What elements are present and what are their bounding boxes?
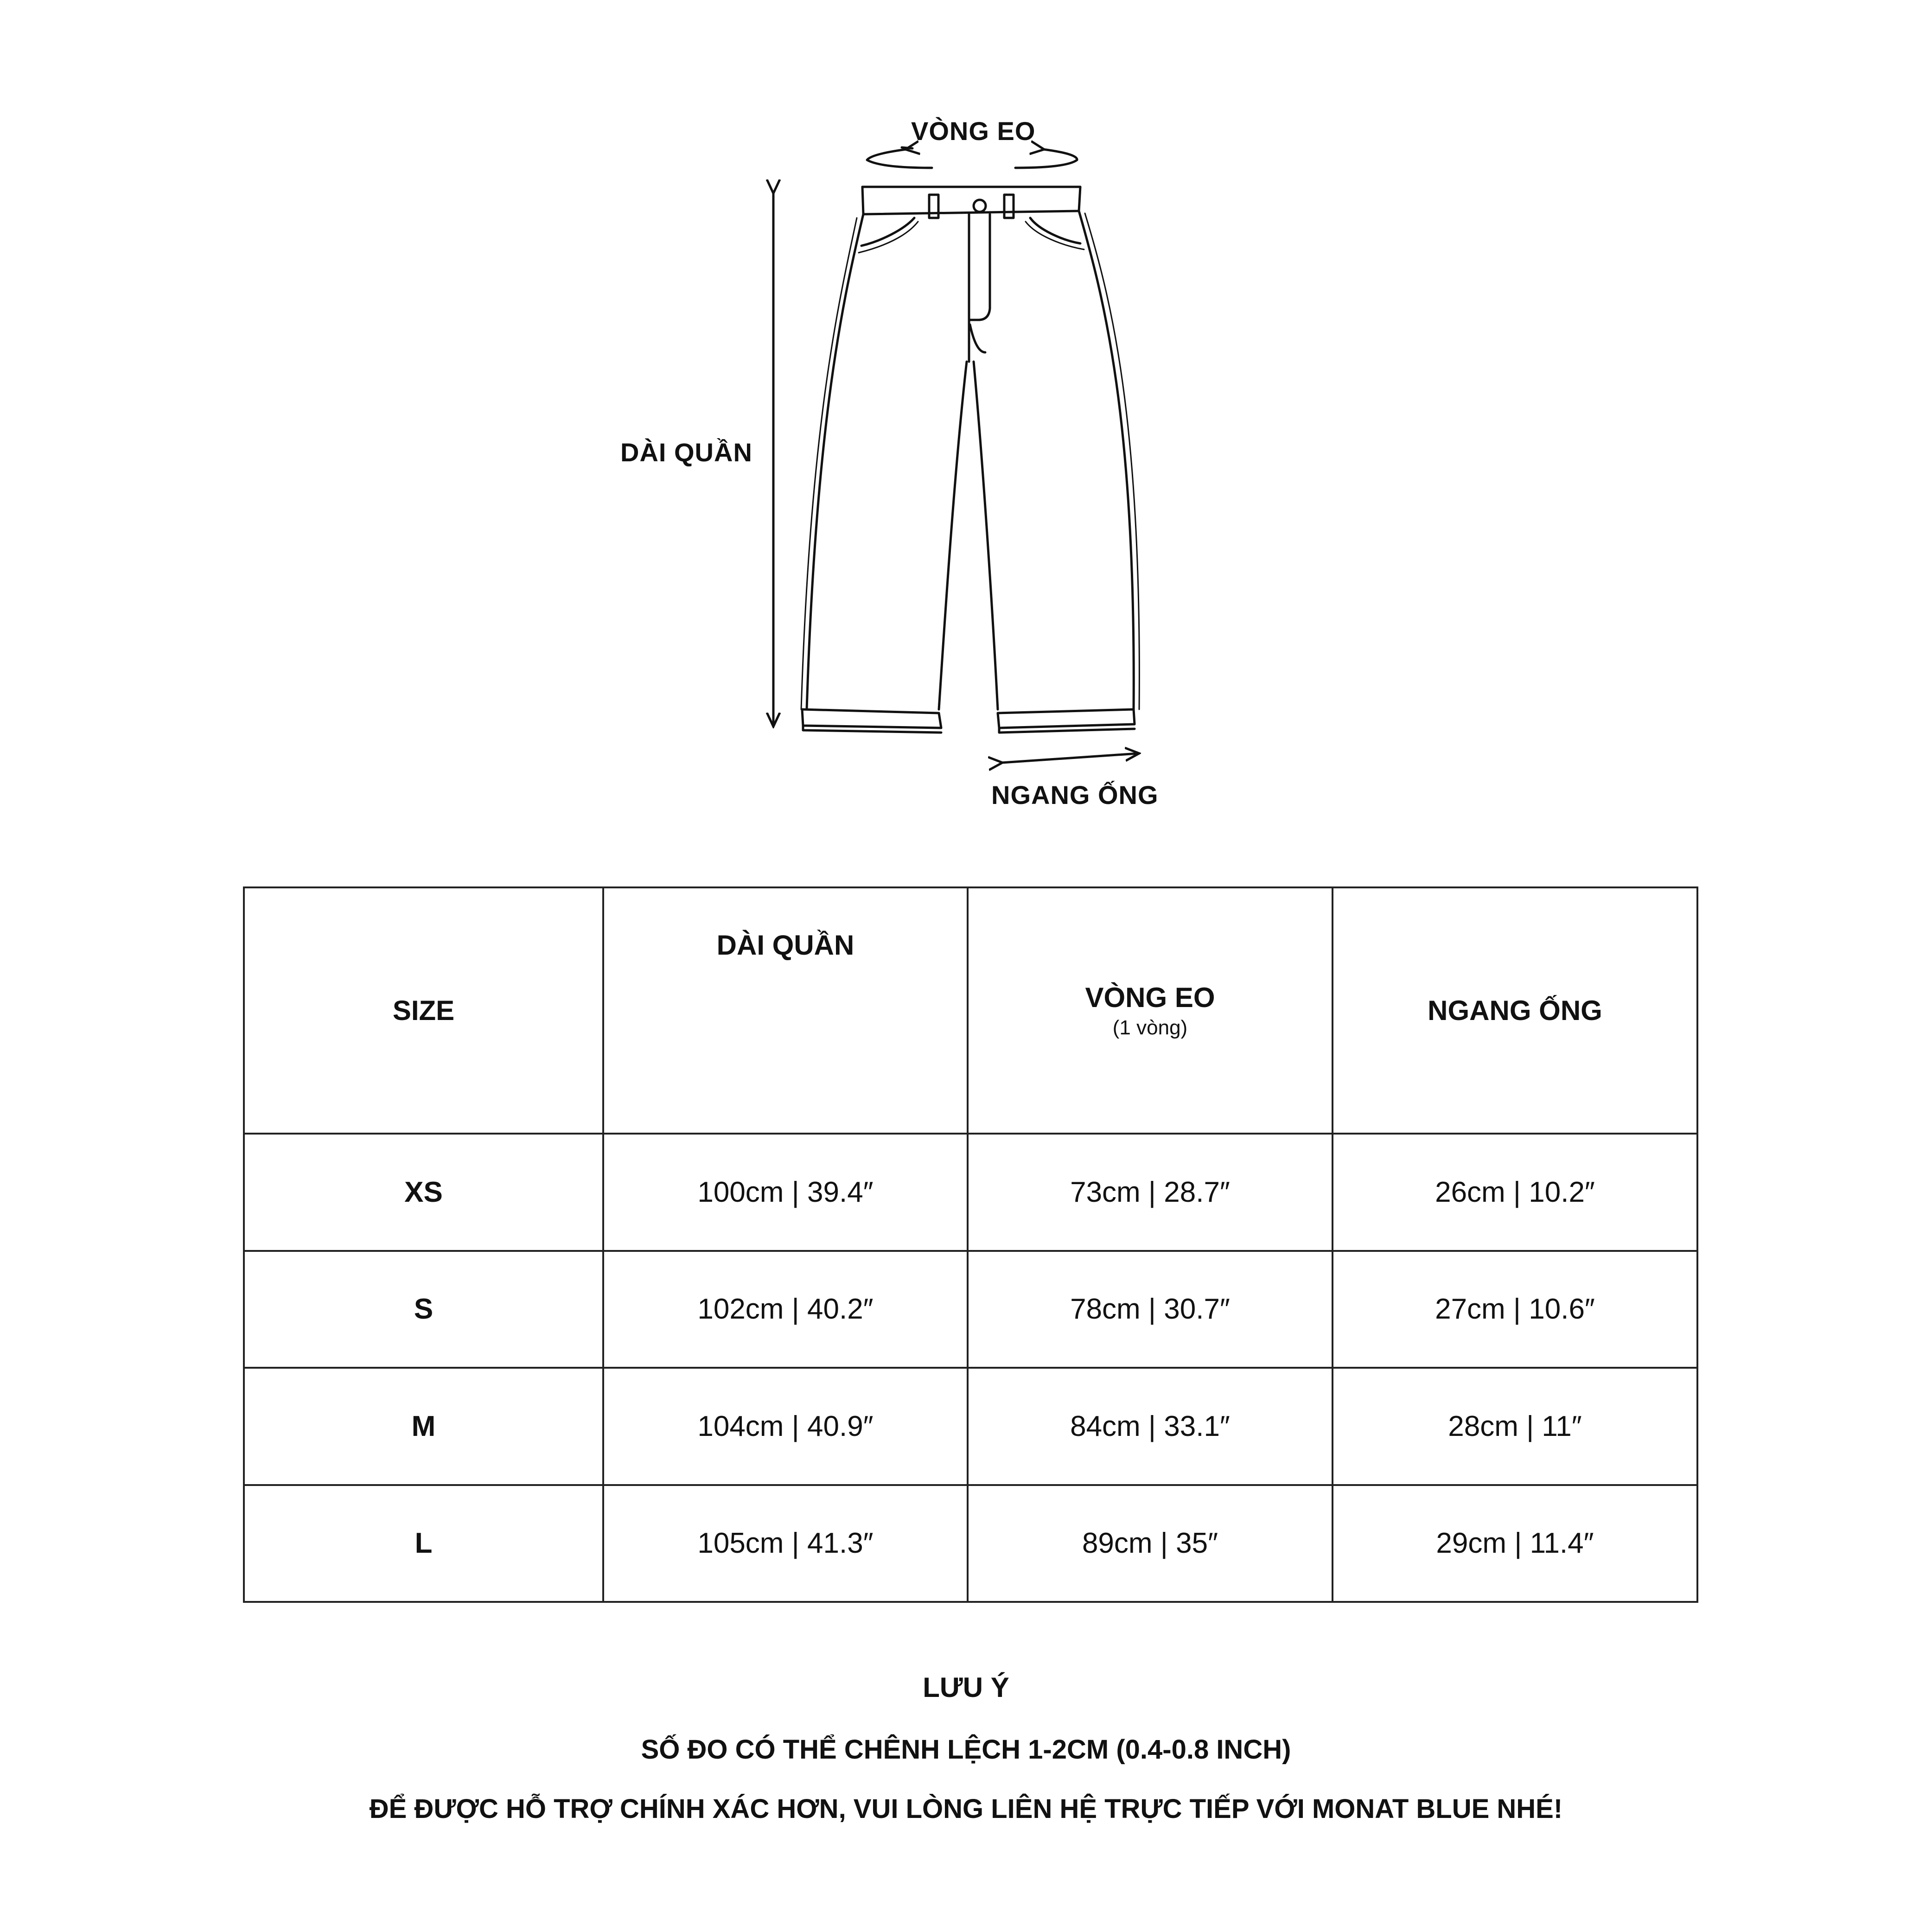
table-header-row: [244, 887, 1697, 1134]
length-cell: 105cm | 41.3″: [603, 1485, 968, 1602]
table-row: [244, 1485, 1697, 1602]
note-line-2: ĐỂ ĐƯỢC HỖ TRỢ CHÍNH XÁC HƠN, VUI LÒNG LIÊN HỆ TRỰC TIẾP VỚI MONAT BLUE NHÉ!: [369, 1794, 1563, 1824]
table-row: [244, 1368, 1697, 1485]
waist-cell: 78cm | 30.7″: [968, 1251, 1333, 1368]
waist-arrow-left: [867, 149, 932, 168]
hem-cell: 28cm | 11″: [1333, 1368, 1697, 1485]
hem-cell: 29cm | 11.4″: [1333, 1485, 1697, 1602]
pants-diagram: [0, 0, 1932, 835]
header-label: VÒNG EO: [1085, 982, 1215, 1014]
size-table: [243, 886, 1698, 1603]
hem-cell: 26cm | 10.2″: [1333, 1134, 1697, 1250]
length-cell: 100cm | 39.4″: [603, 1134, 968, 1250]
note-title: LƯU Ý: [923, 1672, 1009, 1703]
table-row: [244, 1134, 1697, 1250]
waist-label: VÒNG EO: [911, 116, 1036, 146]
length-cell: 102cm | 40.2″: [603, 1251, 968, 1368]
header-hem: [1333, 887, 1697, 1134]
note-line-1: SỐ ĐO CÓ THỂ CHÊNH LỆCH 1-2CM (0.4-0.8 INCH): [641, 1734, 1291, 1765]
size-cell: M: [244, 1368, 603, 1485]
size-cell: S: [244, 1251, 603, 1368]
header-label: SIZE: [392, 995, 455, 1027]
hem-arrow: [1001, 753, 1138, 763]
waist-cell: 84cm | 33.1″: [968, 1368, 1333, 1485]
header-waist: [968, 887, 1333, 1134]
header-label: DÀI QUẦN: [716, 930, 854, 961]
waist-cell: 73cm | 28.7″: [968, 1134, 1333, 1250]
hem-label: NGANG ỐNG: [991, 780, 1159, 810]
waist-cell: 89cm | 35″: [968, 1485, 1333, 1602]
waist-arrow-right: [1015, 149, 1077, 168]
header-label: NGANG ỐNG: [1428, 995, 1602, 1027]
length-cell: 104cm | 40.9″: [603, 1368, 968, 1485]
table-row: [244, 1251, 1697, 1368]
header-size: [244, 887, 603, 1134]
length-label: DÀI QUẦN: [620, 438, 752, 467]
hem-cell: 27cm | 10.6″: [1333, 1251, 1697, 1368]
header-length: [603, 887, 968, 1134]
size-cell: XS: [244, 1134, 603, 1250]
size-cell: L: [244, 1485, 603, 1602]
header-sublabel: (1 vòng): [1112, 1016, 1188, 1039]
